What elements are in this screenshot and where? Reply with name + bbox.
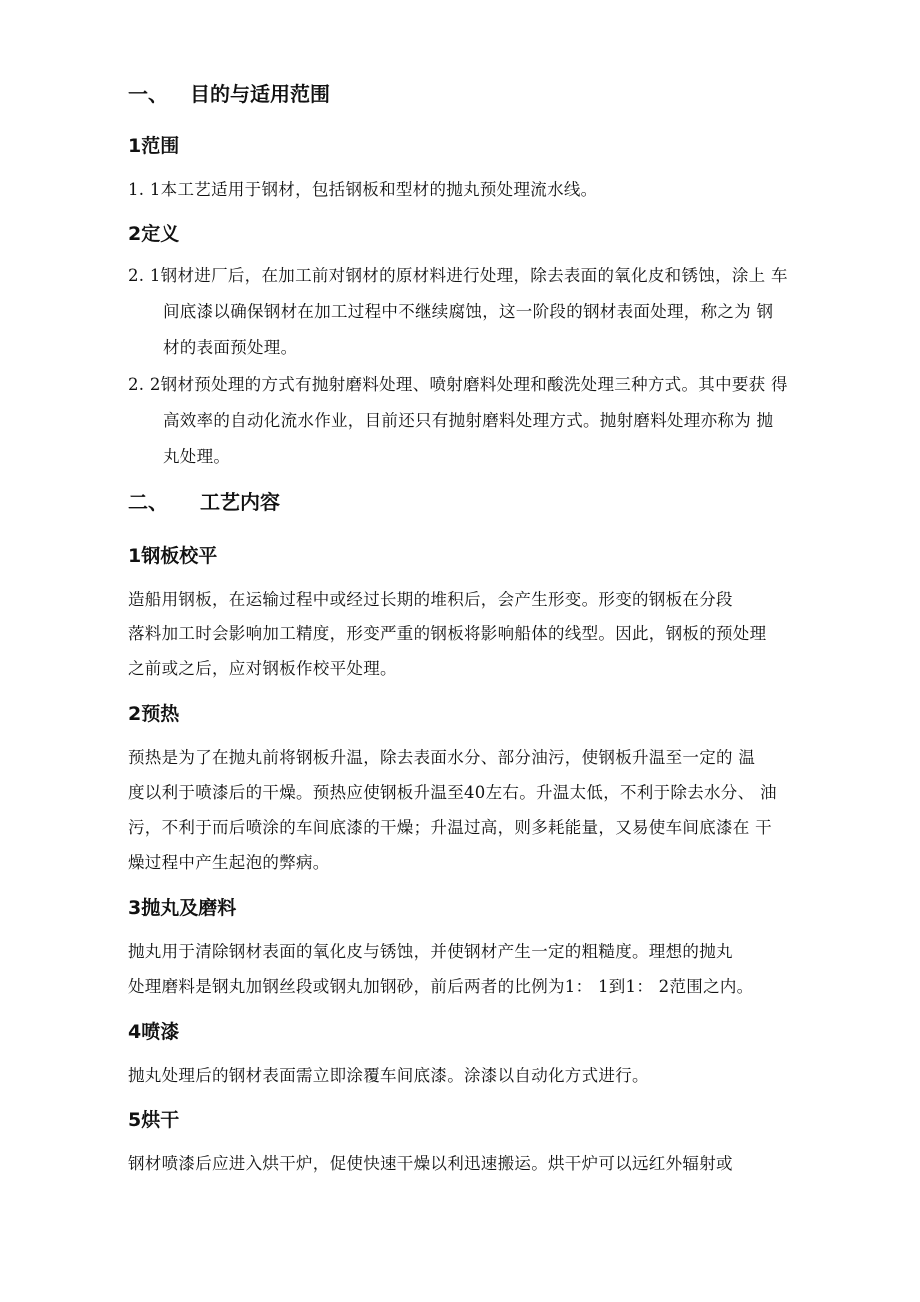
- preheat-line3: 污，不利于而后喷涂的车间底漆的干燥；升温过高，则多耗能量，又易使车间底漆在 干: [128, 818, 772, 837]
- definition-para1-line2: 间底漆以确保钢材在加工过程中不继续腐蚀，这一阶段的钢材表面处理，称之为 钢: [163, 302, 774, 321]
- blasting-line1: 抛丸用于清除钢材表面的氧化皮与锈蚀，并使钢材产生一定的粗糙度。理想的抛丸: [128, 942, 733, 961]
- scope-paragraph: 1. 1本工艺适用于钢材，包括钢板和型材的抛丸预处理流水线。: [128, 180, 598, 199]
- definition-para2-line3: 丸处理。: [163, 447, 231, 466]
- leveling-heading: 1钢板校平: [128, 545, 218, 567]
- section-1-title: 目的与适用范围: [190, 82, 330, 106]
- section-2-heading: [128, 488, 280, 516]
- blasting-heading: 3抛丸及磨料: [128, 897, 237, 919]
- painting-heading: 4喷漆: [128, 1021, 180, 1043]
- definition-para1-line3: 材的表面预处理。: [163, 338, 298, 357]
- drying-line1: 钢材喷漆后应进入烘干炉，促使快速干燥以利迅速搬运。烘干炉可以远红外辐射或: [128, 1154, 733, 1173]
- scope-heading: 1范围: [128, 135, 180, 157]
- blasting-line2: 处理磨料是钢丸加钢丝段或钢丸加钢砂，前后两者的比例为1： 1到1： 2范围之内。: [128, 977, 754, 996]
- preheat-line4: 燥过程中产生起泡的弊病。: [128, 853, 330, 872]
- definition-para1-line1: 2. 1钢材进厂后，在加工前对钢材的原材料进行处理，除去表面的氧化皮和锈蚀，涂上 车: [128, 266, 788, 285]
- section-1-heading: [128, 80, 330, 108]
- leveling-line1: 造船用钢板，在运输过程中或经过长期的堆积后，会产生形变。形变的钢板在分段: [128, 590, 733, 609]
- drying-heading: 5烘干: [128, 1109, 180, 1131]
- preheat-line1: 预热是为了在抛丸前将钢板升温，除去表面水分、部分油污，使钢板升温至一定的 温: [128, 748, 756, 767]
- painting-line1: 抛丸处理后的钢材表面需立即涂覆车间底漆。涂漆以自动化方式进行。: [128, 1066, 649, 1085]
- leveling-line3: 之前或之后，应对钢板作校平处理。: [128, 659, 397, 678]
- definition-para2-line1: 2. 2钢材预处理的方式有抛射磨料处理、喷射磨料处理和酸洗处理三种方式。其中要获 得: [128, 375, 788, 394]
- leveling-line2: 落料加工时会影响加工精度，形变严重的钢板将影响船体的线型。因此，钢板的预处理: [128, 624, 767, 643]
- preheat-heading: 2预热: [128, 703, 180, 725]
- section-2-title: 工艺内容: [200, 490, 280, 514]
- section-2-number: 二、: [128, 490, 168, 514]
- preheat-line2: 度以利于喷漆后的干燥。预热应使钢板升温至40左右。升温太低，不利于除去水分、 油: [128, 783, 777, 802]
- definition-para2-line2: 高效率的自动化流水作业，目前还只有抛射磨料处理方式。抛射磨料处理亦称为 抛: [163, 411, 774, 430]
- definition-heading: 2定义: [128, 223, 180, 245]
- section-1-number: 一、: [128, 82, 168, 106]
